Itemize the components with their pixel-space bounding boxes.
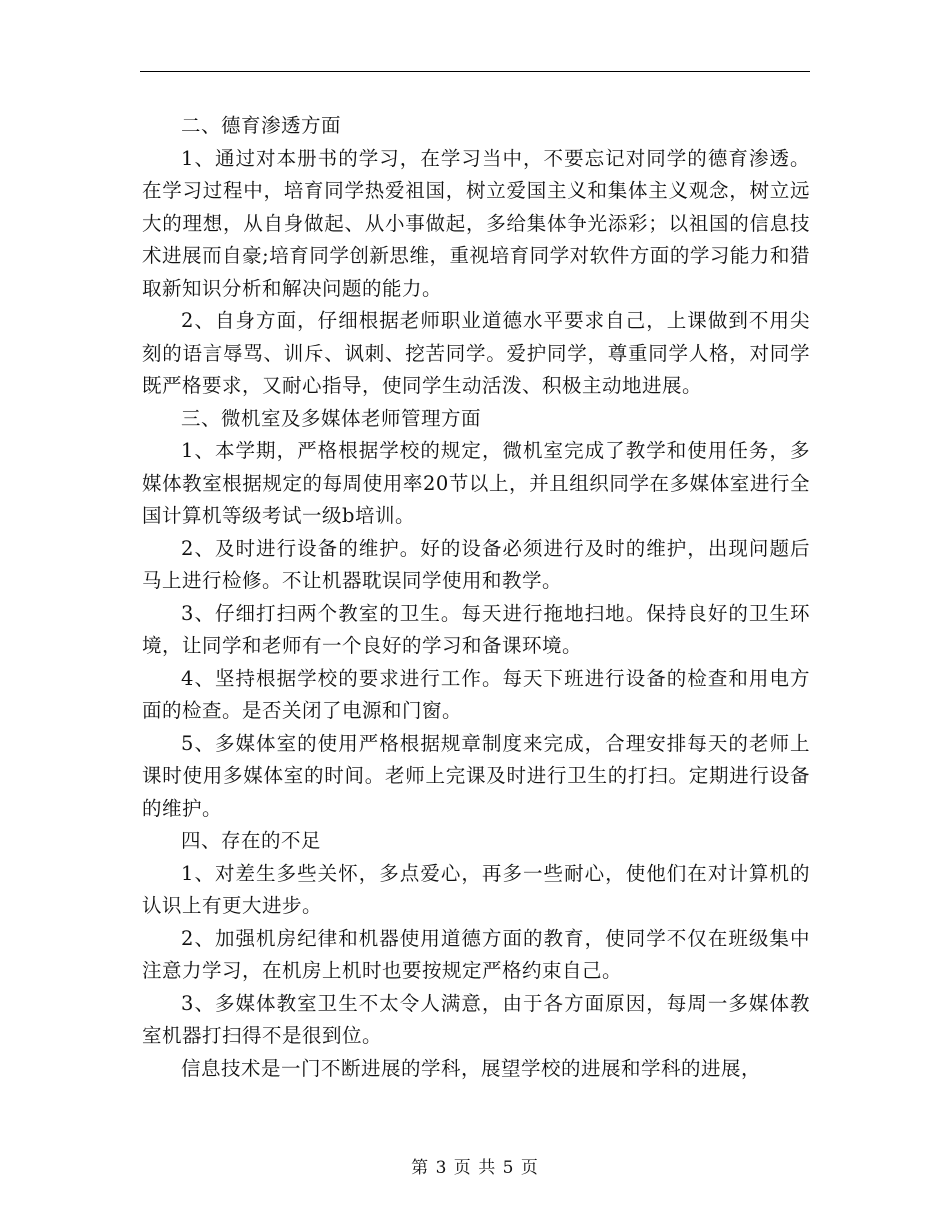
paragraph: 1、对差生多些关怀，多点爱心，再多一些耐心，使他们在对计算机的认识上有更大进步。 <box>142 861 810 917</box>
paragraph: 2、加强机房纪律和机器使用道德方面的教育，使同学不仅在班级集中注意力学习，在机房上机时也要按规定严格约束自己。 <box>142 926 810 982</box>
section-heading-lab-management: 三、微机室及多媒体老师管理方面 <box>181 406 482 430</box>
document-body <box>142 110 810 1085</box>
paragraph: 1、本学期，严格根据学校的规定，微机室完成了教学和使用任务，多媒体教室根据规定的每周使用率20节以上，并且组织同学在多媒体室进行全国计算机等级考试一级b培训。 <box>142 439 810 527</box>
paragraph: 4、坚持根据学校的要求进行工作。每天下班进行设备的检查和用电方面的检查。是否关闭了电源和门窗。 <box>142 666 810 722</box>
section-heading-moral: 二、德育渗透方面 <box>181 114 342 137</box>
paragraph: 3、仔细打扫两个教室的卫生。每天进行拖地扫地。保持良好的卫生环境，让同学和老师有一个良好的学习和备课环境。 <box>142 601 810 657</box>
paragraph: 1、通过对本册书的学习，在学习当中，不要忘记对同学的德育渗透。在学习过程中，培育同学热爱祖国，树立爱国主义和集体主义观念，树立远大的理想，从自身做起、从小事做起，多给集体争光添彩；以祖国的信息技术进展而自豪;培育同学创新思维，重视培育同学对软件方面的学习能力和猎取新知识分析和解决问题的能力。 <box>142 146 810 300</box>
paragraph: 2、及时进行设备的维护。好的设备必须进行及时的维护，出现问题后马上进行检修。不让机器耽误同学使用和教学。 <box>142 536 810 592</box>
header-rule <box>140 71 810 72</box>
page-number: 第 3 页 共 5 页 <box>411 1158 539 1178</box>
paragraph: 信息技术是一门不断进展的学科，展望学校的进展和学科的进展， <box>181 1056 762 1080</box>
paragraph: 3、多媒体教室卫生不太令人满意，由于各方面原因，每周一多媒体教室机器打扫得不是很到位。 <box>142 991 810 1047</box>
section-heading-shortcomings: 四、存在的不足 <box>181 829 322 852</box>
paragraph: 5、多媒体室的使用严格根据规章制度来完成，合理安排每天的老师上课时使用多媒体室的时间。老师上完课及时进行卫生的打扫。定期进行设备的维护。 <box>142 731 810 820</box>
paragraph: 2、自身方面，仔细根据老师职业道德水平要求自己，上课做到不用尖刻的语言辱骂、训斥、讽刺、挖苦同学。爱护同学，尊重同学人格，对同学既严格要求，又耐心指导，使同学生动活泼、积极主动地进展。 <box>142 309 810 397</box>
